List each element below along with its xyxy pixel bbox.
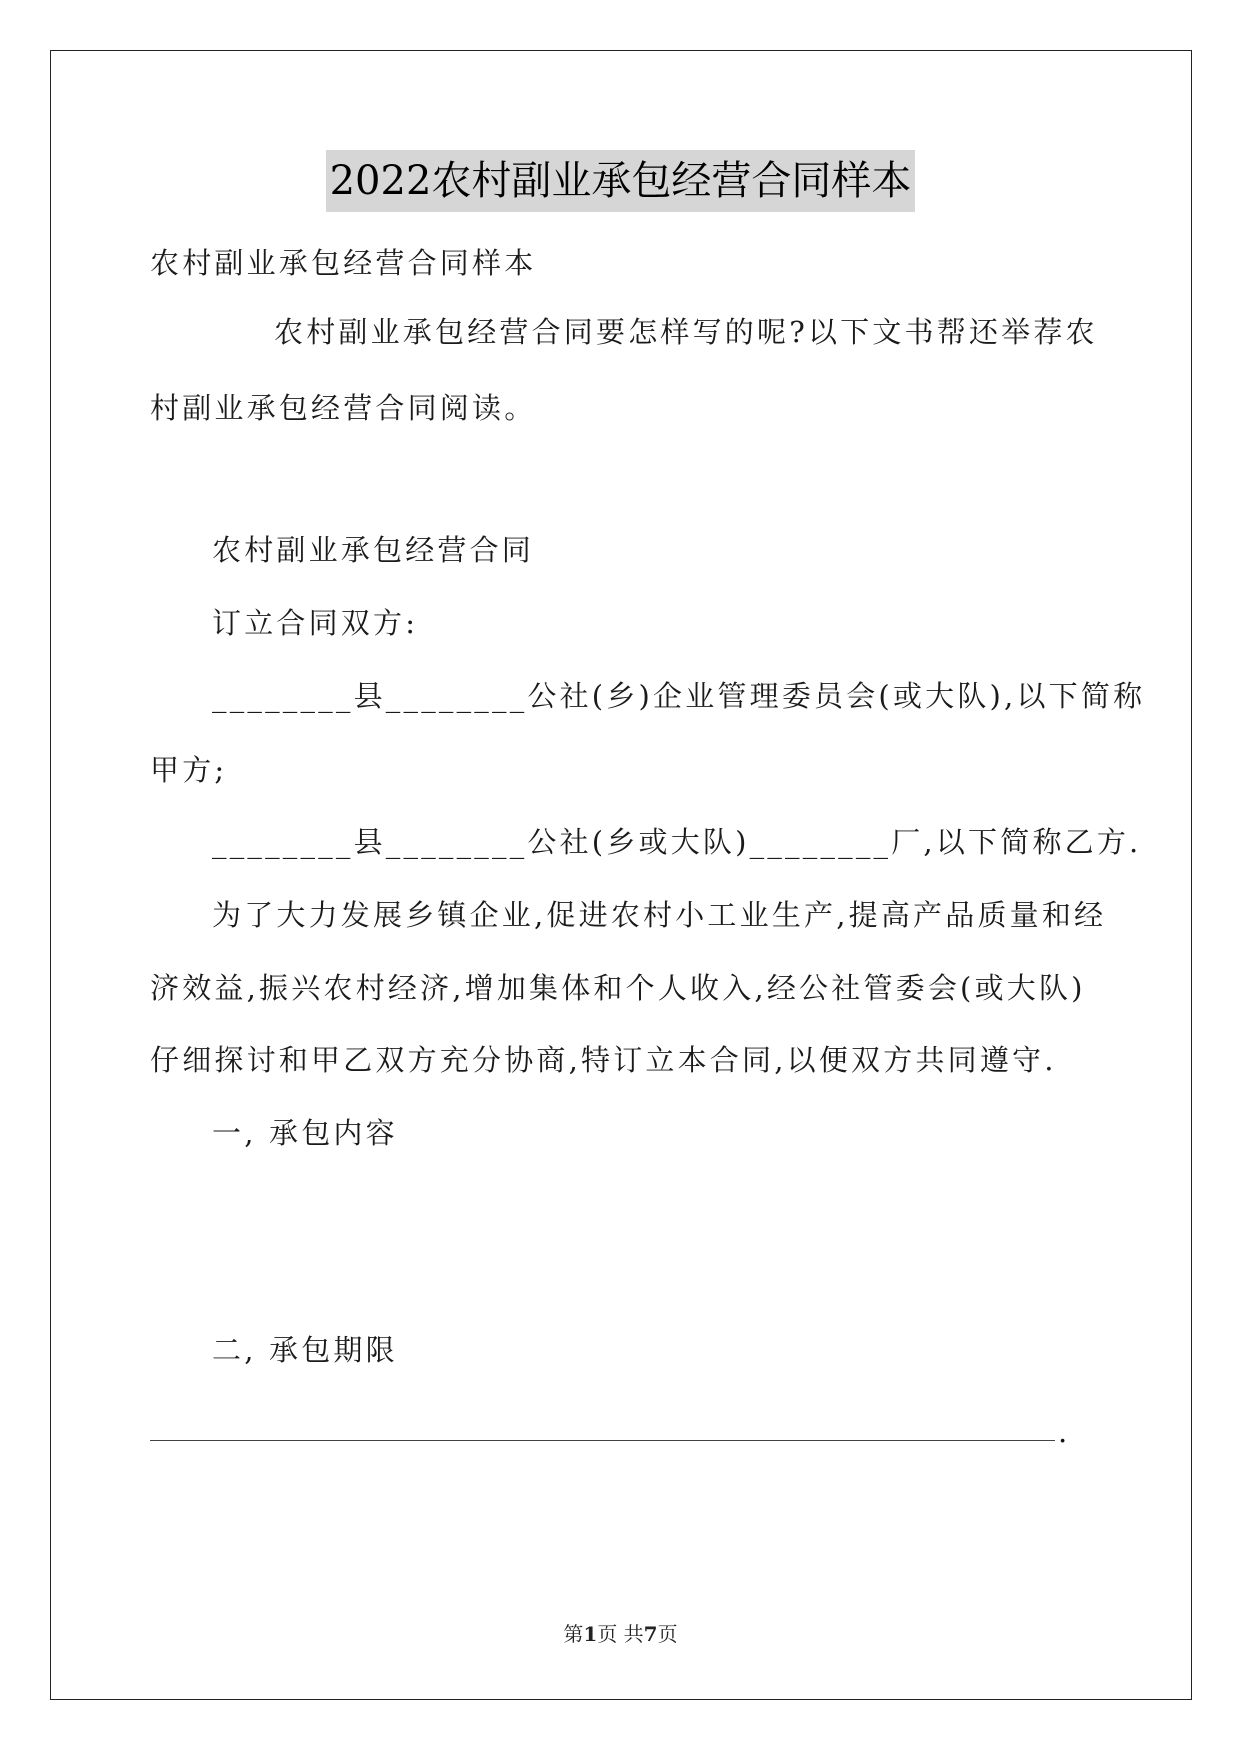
footer-prefix: 第: [563, 1622, 584, 1646]
footer-total-pages: 7: [643, 1622, 658, 1646]
blank-fill-line: [150, 1440, 1055, 1441]
document-title: 2022农村副业承包经营合同样本: [326, 150, 916, 212]
page-footer: [0, 1620, 1241, 1648]
section-heading: 一, 承包内容: [212, 1116, 398, 1150]
paragraph-line: ________县________公社(乡)企业管理委员会(或大队),以下简称: [212, 679, 1146, 713]
paragraph-line: 为了大力发展乡镇企业,促进农村小工业生产,提高产品质量和经: [212, 898, 1107, 932]
paragraph-line: 订立合同双方:: [212, 606, 419, 640]
paragraph-line: ________县________公社(乡或大队)________厂,以下简称乙方.: [212, 825, 1142, 859]
footer-suffix: 页: [657, 1622, 678, 1646]
paragraph-line: 仔细探讨和甲乙双方充分协商,特订立本合同,以便双方共同遵守.: [150, 1043, 1057, 1077]
title-container: [0, 150, 1241, 212]
blank-fill-end: .: [1058, 1415, 1068, 1449]
paragraph-line: 农村副业承包经营合同: [212, 533, 535, 567]
page-border: [50, 50, 1192, 1700]
section-heading: 二, 承包期限: [212, 1333, 398, 1367]
paragraph-line: 甲方;: [150, 753, 228, 787]
paragraph-line: 济效益,振兴农村经济,增加集体和个人收入,经公社管委会(或大队): [150, 971, 1086, 1005]
footer-middle: 页 共: [597, 1622, 644, 1646]
paragraph-line: 农村副业承包经营合同要怎样写的呢?以下文书帮还举荐农: [274, 315, 1098, 349]
paragraph-line: 村副业承包经营合同阅读。: [150, 391, 537, 425]
paragraph-line: 农村副业承包经营合同样本: [150, 246, 537, 280]
footer-page-number: 1: [583, 1622, 598, 1646]
